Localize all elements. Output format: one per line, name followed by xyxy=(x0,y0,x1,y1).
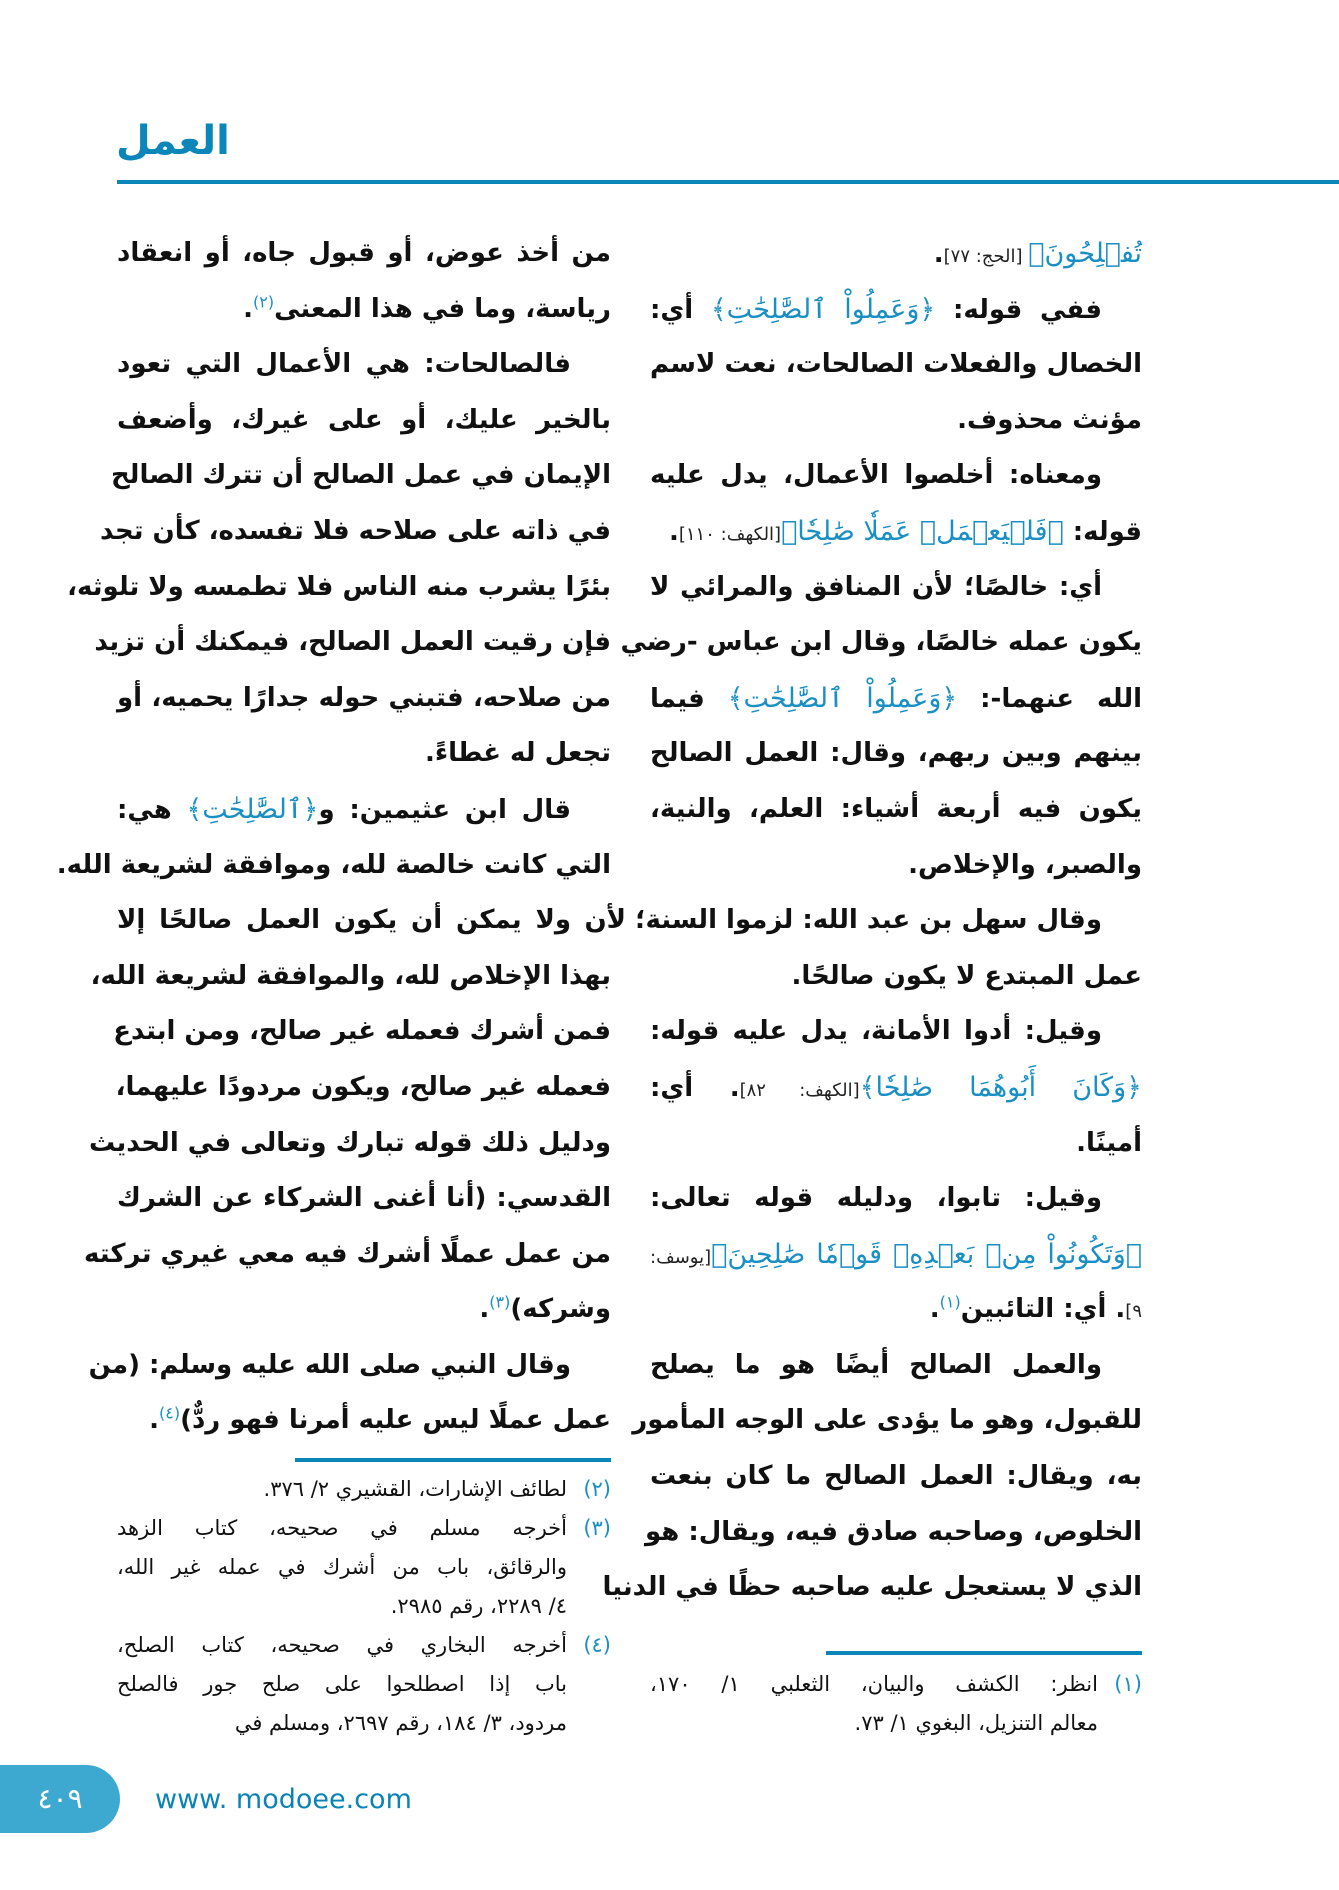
text-line xyxy=(117,393,611,449)
text-segment: وقيل: تابوا، ودليله قوله تعالى: xyxy=(650,1183,1102,1214)
footnote-number: (١) xyxy=(1114,1672,1142,1696)
text-segment: . xyxy=(243,293,253,324)
text-segment: الخلوص، وصاحبه صادق فيه، ويقال: هو xyxy=(644,1516,1142,1547)
text-line xyxy=(650,1060,1142,1116)
footnote-line xyxy=(117,1704,611,1743)
text-line xyxy=(650,282,1142,338)
text-line xyxy=(650,1338,1142,1394)
text-segment: أي: xyxy=(650,294,711,325)
footnote-text: لطائف الإشارات، القشيري ٢/ ٣٧٦. xyxy=(263,1477,567,1501)
footnote-line xyxy=(117,1587,611,1626)
text-line xyxy=(632,1393,1142,1449)
footnote-number: (٣) xyxy=(583,1516,611,1540)
text-segment: بئرًا يشرب منه الناس فلا تطمسه ولا تلوثه، xyxy=(67,571,611,602)
text-line xyxy=(56,838,611,894)
text-segment: . أي: التائبين xyxy=(960,1294,1126,1325)
verse-reference: [يوسف: xyxy=(650,1246,712,1268)
text-line xyxy=(650,504,1142,560)
quran-verse: ﴿فَلۡيَعۡمَلۡ عَمَلٗا صَٰلِحٗا﴾ xyxy=(781,515,1064,547)
text-segment: الإيمان في عمل الصالح أن تترك الصالح xyxy=(110,460,611,491)
text-segment: القدسي: (أنا أغنى الشركاء عن الشرك xyxy=(117,1183,611,1214)
text-line xyxy=(650,1004,1142,1060)
footnote-text: والرقائق، باب من أشرك في عمله غير الله، xyxy=(117,1555,567,1579)
text-line xyxy=(650,560,1142,616)
quran-verse: ﴿وَعَمِلُواْ ٱلصَّٰلِحَٰتِ﴾ xyxy=(727,682,958,714)
text-line xyxy=(650,448,1142,504)
footnote-separator-right xyxy=(826,1651,1142,1655)
text-segment: في ذاته على صلاحه فلا تفسده، كأن تجد xyxy=(99,515,611,546)
footnote-text: باب إذا اصطلحوا على صلح جور فالصلح xyxy=(117,1672,567,1696)
text-segment: بهذا الإخلاص لله، والموافقة لشريعة الله، xyxy=(90,960,611,991)
left-column xyxy=(56,226,611,1449)
text-line xyxy=(650,393,1142,449)
text-segment: التي كانت خالصة لله، وموافقة لشريعة الله. xyxy=(56,849,611,880)
text-line xyxy=(117,337,611,393)
footnote-number: (٤) xyxy=(583,1633,611,1657)
footnote-marker[interactable]: (٣) xyxy=(489,1292,511,1312)
text-segment: . xyxy=(149,1405,159,1436)
text-line xyxy=(89,1116,611,1172)
text-line xyxy=(84,1227,611,1283)
text-line xyxy=(602,1560,1142,1616)
text-line xyxy=(650,671,1142,727)
text-line xyxy=(650,838,1142,894)
text-segment: عمل المبتدع لا يكون صالحًا. xyxy=(791,960,1142,991)
text-segment: من عمل عملًا أشرك فيه معي غيري تركته xyxy=(84,1238,611,1269)
text-line xyxy=(650,1116,1142,1172)
text-line xyxy=(117,1171,611,1227)
text-segment: فإن رقيت العمل الصالح، فيمكنك أن تزيد xyxy=(94,627,611,658)
text-segment: . xyxy=(933,239,944,269)
footnote-line xyxy=(117,1470,611,1509)
text-line xyxy=(117,782,611,838)
text-segment: ومعناه: أخلصوا الأعمال، يدل عليه xyxy=(650,460,1102,491)
text-segment: من صلاحه، فتبني حوله جدارًا يحميه، أو xyxy=(117,682,611,713)
text-segment: . xyxy=(929,1294,940,1325)
text-line xyxy=(650,782,1142,838)
footnote-line xyxy=(117,1626,611,1665)
footnote-line xyxy=(117,1509,611,1548)
header-rule xyxy=(117,180,1339,184)
chapter-title: العمل xyxy=(116,118,230,164)
text-line xyxy=(650,226,1142,282)
text-segment: ولا يمكن أن يكون العمل صالحًا إلا xyxy=(117,905,571,936)
website-link[interactable]: www. modoee.com xyxy=(155,1784,412,1815)
text-segment: الخصال والفعلات الصالحات، نعت لاسم xyxy=(650,349,1142,380)
text-line xyxy=(620,615,1142,671)
text-segment: . أي: xyxy=(650,1072,740,1103)
text-segment: والعمل الصالح أيضًا هو ما يصلح xyxy=(650,1349,1102,1380)
text-line xyxy=(99,504,611,560)
text-segment: عمل عملًا ليس عليه أمرنا فهو ردٌّ) xyxy=(180,1405,611,1436)
quran-verse: تُفۡلِحُونَ﴾ xyxy=(1028,238,1142,269)
verse-reference: [الكهف: ٨٢] xyxy=(739,1079,860,1101)
footnotes-right xyxy=(650,1665,1142,1743)
text-line xyxy=(117,1393,611,1449)
text-segment: من أخذ عوض، أو قبول جاه، أو انعقاد xyxy=(117,238,611,268)
text-line xyxy=(67,560,611,616)
text-line xyxy=(644,1505,1142,1561)
text-segment: ففي قوله: xyxy=(935,294,1102,325)
text-segment: الله عنهما-: xyxy=(957,683,1142,714)
text-line xyxy=(117,226,611,282)
text-segment: فيما xyxy=(650,683,728,714)
text-line xyxy=(650,1449,1142,1505)
text-line xyxy=(117,671,611,727)
text-segment: فمن أشرك فعمله غير صالح، ومن ابتدع xyxy=(113,1016,611,1047)
text-segment: يكون فيه أربعة أشياء: العلم، والنية، xyxy=(650,793,1142,824)
quran-verse: ﴿وَكَانَ أَبُوهُمَا صَٰلِحٗا﴾ xyxy=(859,1071,1142,1103)
text-line xyxy=(650,726,1142,782)
text-segment: الذي لا يستعجل عليه صاحبه حظًا في الدنيا xyxy=(602,1572,1142,1603)
text-line xyxy=(94,615,611,671)
footnotes-left xyxy=(117,1470,611,1743)
text-line xyxy=(117,726,611,782)
text-line xyxy=(117,1060,611,1116)
footnote-number: (٢) xyxy=(583,1477,611,1501)
page-number-badge: ٤٠٩ xyxy=(0,1765,120,1833)
text-segment: رياسة، وما في هذا المعنى xyxy=(274,293,611,324)
text-segment: بالخير عليك، أو على غيرك، وأضعف xyxy=(117,404,611,435)
verse-reference: [الحج: ٧٧] xyxy=(943,246,1029,267)
text-line xyxy=(584,893,1142,949)
text-segment: وقال النبي صلى الله عليه وسلم: (من xyxy=(88,1349,571,1380)
text-line xyxy=(88,1338,611,1394)
footnote-marker[interactable]: (١) xyxy=(939,1292,961,1312)
text-segment: به، ويقال: العمل الصالح ما كان بنعت xyxy=(650,1461,1142,1492)
footnote-text: أخرجه البخاري في صحيحه، كتاب الصلح، xyxy=(117,1633,567,1657)
text-segment: أمينًا. xyxy=(1076,1127,1142,1158)
footnote-text: انظر: الكشف والبيان، الثعلبي ١/ ١٧٠، xyxy=(650,1672,1098,1696)
quran-verse: ﴿وَتَكُونُواْ مِنۢ بَعۡدِهِۦ قَوۡمٗا صَٰلِحِينَ﴾ xyxy=(711,1238,1142,1270)
footnote-marker[interactable]: (٤) xyxy=(158,1403,181,1423)
text-segment: ودليل ذلك قوله تبارك وتعالى في الحديث xyxy=(89,1127,611,1158)
text-segment: وقيل: أدوا الأمانة، يدل عليه قوله: xyxy=(650,1016,1102,1047)
text-segment: فعمله غير صالح، ويكون مردودًا عليهما، xyxy=(115,1071,611,1102)
footnote-line xyxy=(650,1665,1142,1704)
text-line xyxy=(110,448,611,504)
text-segment: وقال سهل بن عبد الله: لزموا السنة؛ لأن xyxy=(584,905,1102,936)
text-line xyxy=(113,1004,611,1060)
text-line xyxy=(650,1227,1142,1283)
text-line xyxy=(650,949,1142,1005)
text-segment: وشركه) xyxy=(510,1294,611,1325)
text-segment: مؤنث محذوف. xyxy=(957,404,1142,435)
quran-verse: ﴿ٱلصَّٰلِحَٰتِ﴾ xyxy=(186,793,319,825)
text-segment: هي: xyxy=(117,794,187,825)
text-segment: . xyxy=(668,516,679,547)
text-segment: . xyxy=(479,1294,490,1325)
text-line xyxy=(650,337,1142,393)
text-segment: للقبول، وهو ما يؤدى على الوجه المأمور xyxy=(632,1405,1142,1436)
quran-verse: ﴿وَعَمِلُواْ ٱلصَّٰلِحَٰتِ﴾ xyxy=(710,293,936,325)
text-line xyxy=(650,1171,1142,1227)
footnote-text: أخرجه مسلم في صحيحه، كتاب الزهد xyxy=(117,1516,567,1540)
text-segment: قوله: xyxy=(1063,516,1142,547)
right-column xyxy=(584,226,1142,1616)
text-line xyxy=(90,949,611,1005)
footnote-separator-left xyxy=(295,1458,611,1462)
text-segment: يكون عمله خالصًا، وقال ابن عباس -رضي xyxy=(620,627,1142,658)
text-segment: فالصالحات: هي الأعمال التي تعود xyxy=(117,349,571,380)
footnote-line xyxy=(650,1704,1142,1743)
text-line xyxy=(117,282,611,338)
text-segment: والصبر، والإخلاص. xyxy=(908,849,1142,880)
text-line xyxy=(650,1282,1142,1338)
text-line xyxy=(117,1282,611,1338)
verse-reference: ٩] xyxy=(1125,1301,1142,1323)
footnote-line xyxy=(117,1665,611,1704)
footnote-text: معالم التنزيل، البغوي ١/ ٧٣. xyxy=(854,1711,1098,1735)
text-segment: قال ابن عثيمين: و xyxy=(318,794,572,825)
footnote-text: ٤/ ٢٢٨٩، رقم ٢٩٨٥. xyxy=(390,1594,567,1618)
verse-reference: [الكهف: ١١٠] xyxy=(678,523,782,545)
text-segment: بينهم وبين ربهم، وقال: العمل الصالح xyxy=(650,738,1142,769)
text-segment: تجعل له غطاءً. xyxy=(424,738,611,769)
footnote-text: مردود، ٣/ ١٨٤، رقم ٢٦٩٧، ومسلم في xyxy=(234,1711,567,1735)
text-segment: أي: خالصًا؛ لأن المنافق والمرائي لا xyxy=(650,571,1102,602)
footnote-line xyxy=(117,1548,611,1587)
footnote-marker[interactable]: (٢) xyxy=(252,291,275,311)
text-line xyxy=(117,893,611,949)
